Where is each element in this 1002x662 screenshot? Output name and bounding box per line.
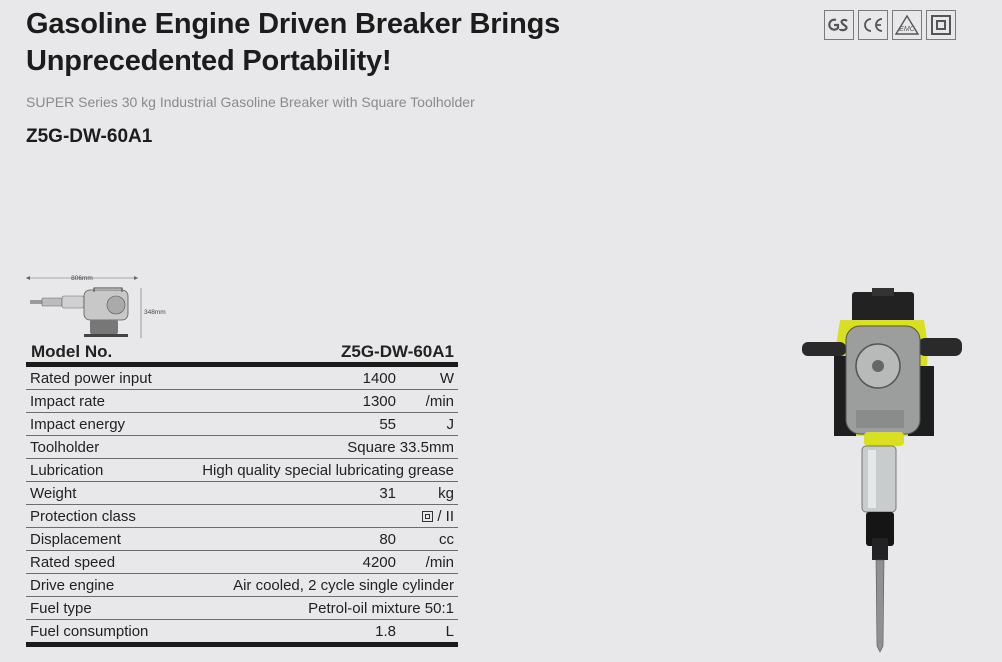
spec-value: 1.8 (375, 622, 396, 640)
spec-value: 1300 (362, 392, 396, 410)
spec-unit: W (439, 369, 454, 387)
spec-value: 31 (379, 484, 396, 502)
breaker-product-image (800, 286, 964, 656)
ce-mark-icon (858, 10, 888, 40)
spec-row (26, 528, 458, 551)
page-subtitle: SUPER Series 30 kg Industrial Gasoline Breaker with Square Toolholder (26, 94, 475, 110)
spec-row (26, 367, 458, 390)
spec-value: 55 (379, 415, 396, 433)
spec-row (26, 574, 458, 597)
spec-row (26, 620, 458, 647)
height-dimension-label: 348mm (144, 309, 166, 316)
spec-unit: J (446, 415, 454, 433)
spec-label: Displacement (30, 530, 121, 548)
spec-value: 1400 (362, 369, 396, 387)
spec-row (26, 390, 458, 413)
gs-mark-icon (824, 10, 854, 40)
specification-table (26, 338, 458, 647)
spec-label: Toolholder (30, 438, 100, 456)
length-dimension-label: 806mm (71, 275, 93, 282)
model-number: Z5G-DW-60A1 (26, 126, 153, 147)
double-insulation-icon (926, 10, 956, 40)
spec-value: Square 33.5mm (347, 438, 454, 456)
spec-row (26, 597, 458, 620)
spec-row (26, 551, 458, 574)
spec-label: Impact rate (30, 392, 106, 410)
title-line-2: Unprecedented Portability! (26, 45, 392, 77)
spec-label: Impact energy (30, 415, 126, 433)
certification-marks (824, 10, 956, 40)
spec-value: / II (437, 507, 454, 525)
spec-row (26, 436, 458, 459)
spec-row (26, 482, 458, 505)
emc-mark-icon (892, 10, 922, 40)
spec-row (26, 413, 458, 436)
spec-value: Petrol-oil mixture 50:1 (308, 599, 454, 617)
spec-header-value: Z5G-DW-60A1 (340, 342, 454, 361)
double-insulation-icon (422, 511, 433, 522)
spec-label: Rated power input (30, 369, 152, 387)
dimension-diagram (24, 270, 184, 342)
spec-label: Weight (30, 484, 77, 502)
spec-unit: L (445, 622, 454, 640)
spec-unit: cc (439, 530, 454, 548)
spec-value: High quality special lubricating grease (202, 461, 454, 479)
page-title (26, 6, 560, 80)
spec-label: Protection class (30, 507, 136, 525)
spec-table-header (26, 338, 458, 367)
spec-label: Fuel type (30, 599, 92, 617)
spec-unit: /min (425, 392, 454, 410)
spec-label: Rated speed (30, 553, 116, 571)
spec-value: Air cooled, 2 cycle single cylinder (233, 576, 454, 594)
spec-row (26, 505, 458, 528)
spec-unit: /min (425, 553, 454, 571)
spec-label: Fuel consumption (30, 622, 149, 640)
spec-value: 4200 (362, 553, 396, 571)
spec-label: Lubrication (30, 461, 104, 479)
spec-value: 80 (379, 530, 396, 548)
svg-text:EMC: EMC (899, 26, 915, 33)
breaker-side-view-icon (30, 288, 128, 337)
spec-unit: kg (438, 484, 454, 502)
spec-row (26, 459, 458, 482)
spec-label: Drive engine (30, 576, 115, 594)
spec-header-label: Model No. (31, 342, 113, 361)
title-line-1: Gasoline Engine Driven Breaker Brings (26, 8, 561, 40)
